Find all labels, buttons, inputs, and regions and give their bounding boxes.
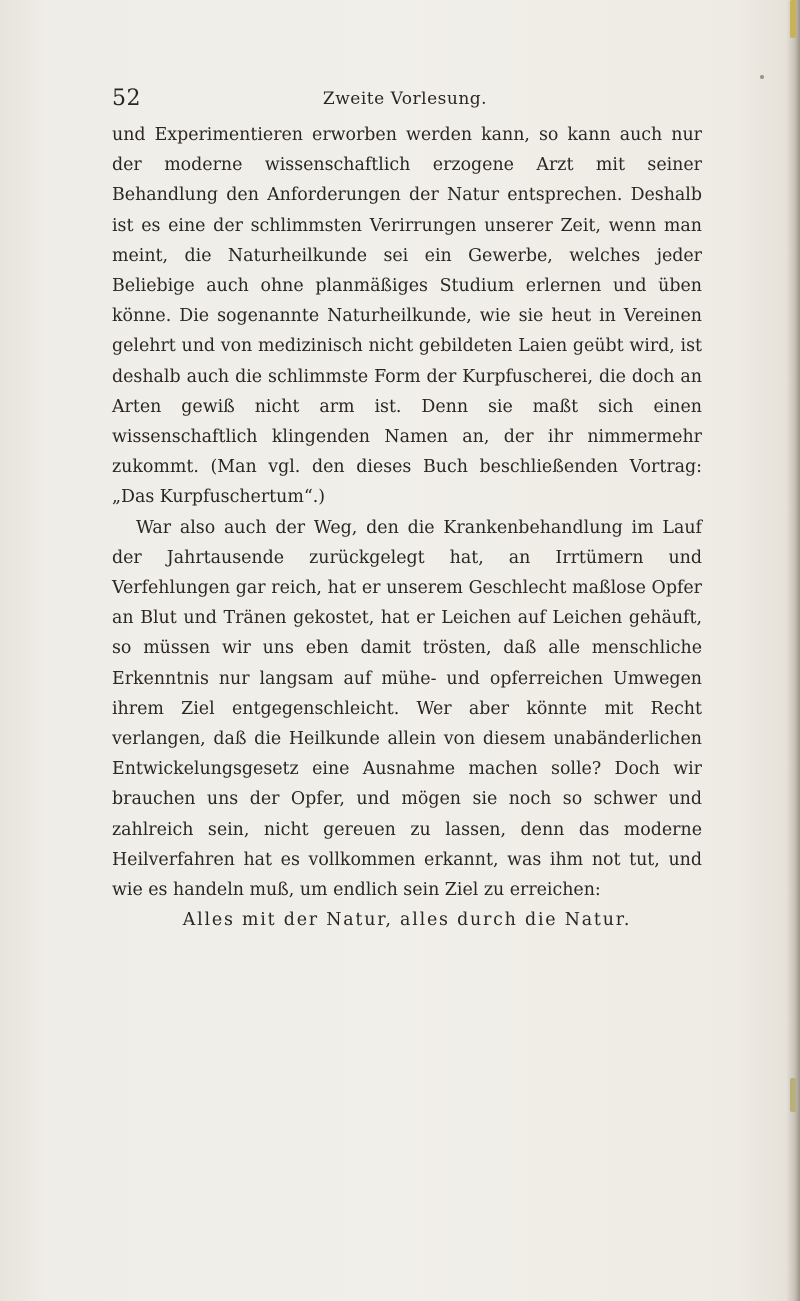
- edge-marker: [790, 1078, 796, 1112]
- page-header: [112, 82, 698, 112]
- edge-marker: [790, 0, 796, 38]
- body-text: [112, 120, 702, 935]
- running-head: Zweite Vorlesung.: [322, 89, 488, 109]
- ink-speck: [760, 75, 764, 79]
- page-number: 52: [112, 86, 141, 111]
- motto-line: Alles mit der Natur, alles durch die Natur.: [182, 910, 632, 931]
- paragraph: und Experimentieren erworben werden kann, so kann auch nur der moderne wissenschaftlich erzogene Arzt mit seiner Behandlung den Anforderungen der Natur entsprechen. Deshalb ist es eine der schlimmsten Verirrungen unserer Zeit, wenn man meint, die Naturheilkunde sei ein Gewerbe, welches jeder Beliebige auch ohne planmäßiges Studium erlernen und üben könne. Die sogenannte Naturheilkunde, wie sie heut in Vereinen gelehrt und von medizinisch nicht gebildeten Laien geübt wird, ist deshalb auch die schlimmste Form der Kurpfuscherei, die doch an Arten gewiß nicht arm ist. Denn sie maßt sich einen wissenschaftlich klingenden Namen an, der ihr nimmermehr zukommt. (Man vgl. den dieses Buch beschließenden Vortrag: „Das Kurpfuschertum“.): [112, 125, 702, 508]
- paragraph: War also auch der Weg, den die Krankenbehandlung im Lauf der Jahrtausende zurückgelegt hat, an Irrtümern und Verfehlungen gar reich, hat er unserem Geschlecht maßlose Opfer an Blut und Tränen gekostet, hat er Leichen auf Leichen gehäuft, so müssen wir uns eben damit trösten, daß alle menschliche Erkenntnis nur langsam auf mühe- und opferreichen Umwegen ihrem Ziel entgegenschleicht. Wer aber könnte mit Recht verlangen, daß die Heilkunde allein von diesem unabänderlichen Entwickelungsgesetz eine Ausnahme machen solle? Doch wir brauchen uns der Opfer, und mögen sie noch so schwer und zahlreich sein, nicht gereuen zu lassen, denn das moderne Heilverfahren hat es vollkommen erkannt, was ihm not tut, und wie es handeln muß, um endlich sein Ziel zu erreichen:: [112, 517, 702, 901]
